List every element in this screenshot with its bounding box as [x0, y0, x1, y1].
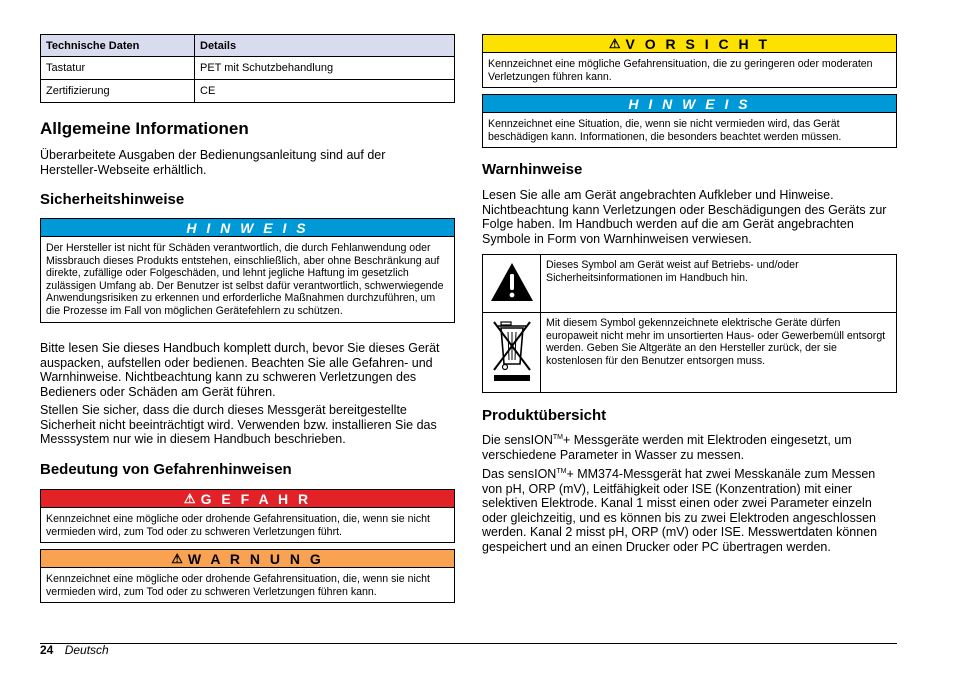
notice-warnung-label: W A R N U N G — [187, 550, 324, 567]
overview-p1-start: Die sensION — [482, 433, 553, 447]
notice-hinweis-text: Der Hersteller ist nicht für Schäden verantwortlich, die durch Fehlanwendung oder Missbrauch dieses Produkts entstehen, einschließlich, aber ohne Beschränkung auf direkte, zufällige oder Folgeschäden, und lehnt jegliche Haftung im gesetzlich zulässigen Umfang ab. Der Benutzer ist selbst dafür verantwortlich, schwerwiegende Anwendungsrisiken zu erkennen und erforderliche Maßnahmen durchzuführen, um die Prozesse im Fall von möglichen Gerätefehlern zu schützen. — [46, 242, 444, 317]
heading-safety: Sicherheitshinweise — [40, 191, 185, 208]
warnings-text: Lesen Sie alle am Gerät angebrachten Aufkleber und Hinweise. Nichtbeachtung kann Verletzungen oder Beschädigungen des Geräts zur Folge haben. Im Handbuch werden auf die am Gerät angebrachten Symbole in Form von Warnhinweisen verwiesen. — [482, 188, 887, 246]
notice-vorsicht-text: Kennzeichnet eine mögliche Gefahrensituation, die zu geringeren oder moderaten Verletzungen führen kann. — [488, 58, 873, 83]
warning-triangle-icon: ⚠ — [183, 491, 196, 506]
notice-gefahr-text: Kennzeichnet eine mögliche oder drohende Gefahrensituation, die, wenn sie nicht vermieden wird, zum Tod oder zu schweren Verletzungen führt. — [46, 513, 430, 538]
symbol-icon-cell — [483, 313, 541, 393]
notice-warnung-text: Kennzeichnet eine mögliche oder drohende Gefahrensituation, die, wenn sie nicht vermieden wird, zum Tod oder zu schweren Verletzungen führen kann. — [46, 573, 430, 598]
heading-general-info: Allgemeine Informationen — [40, 119, 249, 138]
notice-gefahr — [40, 489, 455, 543]
overview-paragraph-1 — [482, 433, 897, 462]
table-cell: CE — [195, 80, 455, 103]
notice-gefahr-label: G E F A H R — [200, 490, 312, 507]
page-footer — [40, 643, 109, 657]
spec-table — [40, 34, 455, 103]
table-row — [41, 57, 455, 80]
safety-paragraph-1: Bitte lesen Sie dieses Handbuch komplett durch, bevor Sie dieses Gerät auspacken, aufstellen oder bedienen. Beachten Sie alle Gefahren- und Warnhinweise. Nichtbeachtung kann zu schweren Verletzungen des Bedieners oder Schäden am Gerät führen. — [40, 341, 440, 399]
overview-p2-start: Das sensION — [482, 467, 557, 481]
notice-hinweis-bar: H I N W E I S — [41, 219, 454, 237]
heading-product-overview: Produktübersicht — [482, 407, 607, 424]
footer-language: Deutsch — [64, 643, 109, 657]
overview-paragraph-2 — [482, 467, 897, 555]
footer-divider — [40, 643, 897, 644]
notice-vorsicht-label: V O R S I C H T — [625, 35, 771, 52]
notice-hinweis-2-text: Kennzeichnet eine Situation, die, wenn sie nicht vermieden wird, das Gerät beschädigen kann. Informationen, die besonders beachtet werden müssen. — [488, 118, 842, 143]
page-number: 24 — [40, 643, 54, 657]
symbol-text: Mit diesem Symbol gekennzeichnete elektrische Geräte dürfen europaweit nicht mehr im unsortierten Haus- oder Gewerbemüll entsorgt werden. Geben Sie Altgeräte an den Hersteller zurück, der sie kostenlosen für den Benutzer entsorgen muss. — [541, 313, 897, 393]
symbol-icon-cell — [483, 255, 541, 313]
warning-triangle-icon: ⚠ — [171, 551, 183, 566]
notice-hinweis-2-bar: H I N W E I S — [483, 95, 896, 113]
spec-table-header — [41, 35, 455, 57]
table-row — [483, 255, 897, 313]
weee-crossed-bin-icon — [490, 318, 534, 384]
notice-gefahr-bar — [41, 490, 454, 508]
spec-header-cell: Technische Daten — [41, 35, 195, 57]
notice-vorsicht — [482, 34, 897, 88]
trademark-mark: TM — [552, 434, 563, 441]
notice-warnung-bar — [41, 550, 454, 568]
table-cell: Zertifizierung — [41, 80, 195, 103]
table-row — [483, 313, 897, 393]
overview-p2-rest: + MM374-Messgerät hat zwei Messkanäle zum Messen von pH, ORP (mV), Leitfähigkeit oder ISE (Konzentration) mit einer selektiven Elektrode. Kanal 1 misst einen oder zwei Parameter einzeln oder gleichzeitig, und es können bis zu zwei Elektroden angeschlossen werden. Kanal 2 misst pH, ORP (mV) oder ISE. Messwertdaten können gespeichert und an einen Drucker oder PC übertragen werden. — [482, 467, 878, 554]
overview-p1-rest: + Messgeräte werden mit Elektroden eingesetzt, um verschiedene Parameter in Wasser zu messen. — [482, 433, 852, 462]
heading-hazard-meaning: Bedeutung von Gefahrenhinweisen — [40, 461, 292, 478]
trademark-mark: TM — [556, 468, 567, 475]
table-cell: PET mit Schutzbehandlung — [195, 57, 455, 80]
notice-warnung — [40, 549, 455, 603]
safety-paragraph-2: Stellen Sie sicher, dass die durch dieses Messgerät bereitgestellte Sicherheit nicht beeinträchtigt wird. Verwenden bzw. installieren Sie das Messsystem nur wie in diesem Handbuch beschrieben. — [40, 403, 437, 447]
notice-hinweis — [40, 218, 455, 323]
notice-hinweis-2 — [482, 94, 897, 148]
heading-warnings: Warnhinweise — [482, 161, 583, 178]
notice-vorsicht-bar — [483, 35, 896, 53]
symbol-text: Dieses Symbol am Gerät weist auf Betriebs- und/oder Sicherheitsinformationen im Handbuch hin. — [541, 255, 897, 313]
symbols-table — [482, 254, 897, 393]
general-info-text: Überarbeitete Ausgaben der Bedienungsanleitung sind auf der Hersteller-Webseite erhältlich. — [40, 148, 386, 177]
spec-header-cell: Details — [195, 35, 455, 57]
warning-triangle-icon: ⚠ — [608, 36, 621, 51]
warning-triangle-icon — [489, 261, 535, 303]
table-cell: Tastatur — [41, 57, 195, 80]
table-row — [41, 80, 455, 103]
